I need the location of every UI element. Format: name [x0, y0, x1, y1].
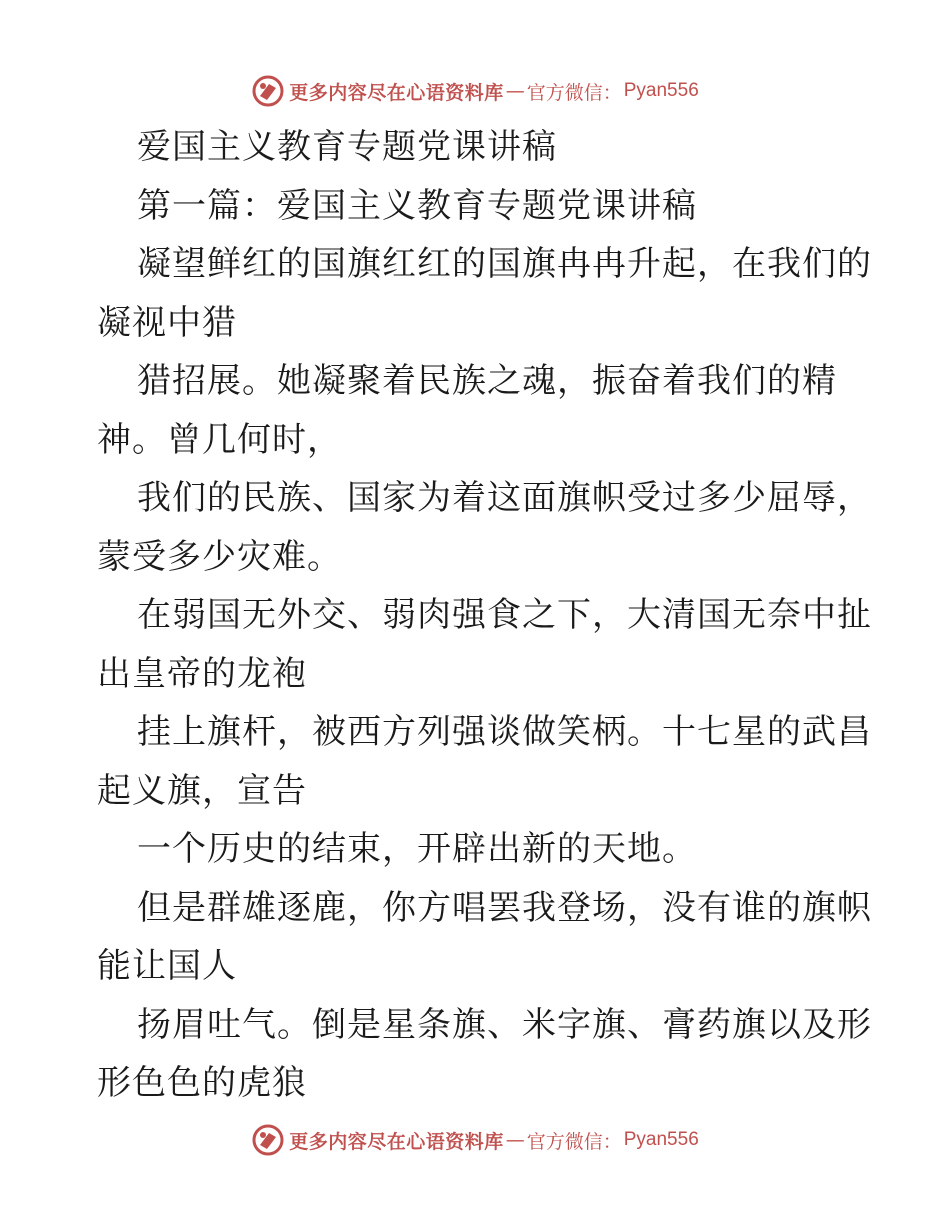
paragraph-line: 神。曾几何时， [97, 419, 342, 460]
banner-wechat-label: 官方微信： [526, 1130, 622, 1153]
paragraph-line: 一个历史的结束，开辟出新的天地。 [137, 829, 697, 869]
chapter-heading: 第一篇：爱国主义教育专题党课讲稿 [137, 185, 697, 226]
paragraph-line: 但是群雄逐鹿，你方唱罢我登场，没有谁的旗帜 [137, 887, 872, 928]
banner-wechat-label: 官方微信： [526, 81, 622, 104]
paragraph-line: 猎招展。她凝聚着民族之魂，振奋着我们的精 [137, 361, 837, 401]
footer-banner [0, 1120, 950, 1160]
paragraph-line: 凝视中猎 [97, 302, 237, 343]
banner-wechat-id: Pyan556 [623, 80, 699, 101]
document-body [97, 118, 872, 1113]
paragraph-line: 扬眉吐气。倒是星条旗、米字旗、膏药旗以及形 [137, 1004, 872, 1045]
red-circle-logo-icon [251, 74, 285, 108]
banner-separator: — [505, 1129, 525, 1151]
banner-text: 更多内容尽在心语资料库 [289, 81, 504, 104]
paragraph-line: 凝望鲜红的国旗红红的国旗冉冉升起，在我们的 [137, 244, 872, 284]
banner-separator: — [505, 80, 525, 102]
banner-wechat-id: Pyan556 [623, 1129, 699, 1150]
paragraph-line: 出皇帝的龙袍 [97, 653, 307, 694]
document-title: 爱国主义教育专题党课讲稿 [137, 127, 557, 167]
paragraph-line: 起义旗，宣告 [97, 770, 307, 811]
paragraph-line: 挂上旗杆，被西方列强谈做笑柄。十七星的武昌 [137, 712, 872, 752]
red-circle-logo-icon [251, 1123, 285, 1157]
paragraph-line: 我们的民族、国家为着这面旗帜受过多少屈辱， [137, 478, 872, 518]
paragraph-line: 在弱国无外交、弱肉强食之下，大清国无奈中扯 [137, 595, 872, 635]
paragraph-line: 蒙受多少灾难。 [97, 536, 342, 577]
banner-text: 更多内容尽在心语资料库 [289, 1130, 504, 1153]
paragraph-line: 能让国人 [97, 946, 237, 986]
header-banner [0, 71, 950, 111]
paragraph-line: 形色色的虎狼 [97, 1063, 307, 1103]
